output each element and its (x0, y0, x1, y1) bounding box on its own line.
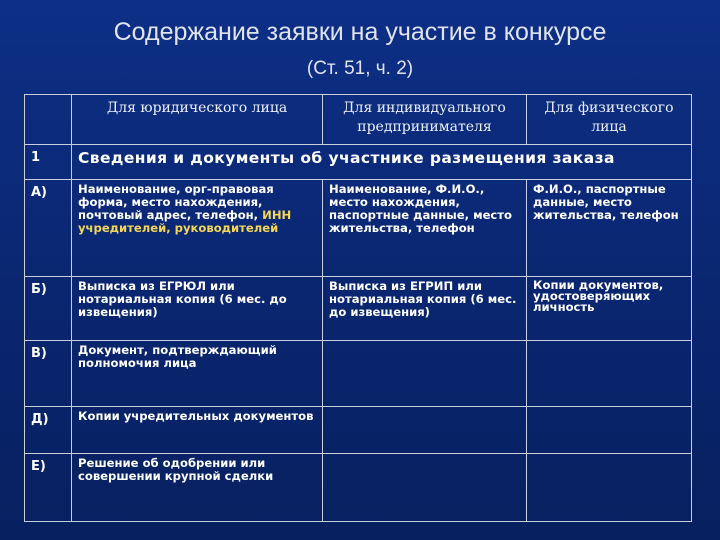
physical-cell (527, 341, 692, 407)
header-legal-entity: Для юридического лица (72, 95, 323, 145)
physical-cell (527, 407, 692, 454)
legal-cell: Решение об одобрении или совершении крупной сделки (72, 454, 323, 522)
section-index: 1 (25, 145, 72, 180)
ip-cell: Выписка из ЕГРИП или нотариальная копия (6 мес. до извещения) (323, 277, 527, 341)
physical-cell: Ф.И.О., паспортные данные, место жительства, телефон (527, 180, 692, 277)
legal-cell: Копии учредительных документов (72, 407, 323, 454)
slide-title: Содержание заявки на участие в конкурсе (113, 18, 607, 46)
header-individual-entrepreneur: Для индивидуального предпринимателя (323, 95, 527, 145)
legal-cell (72, 180, 323, 277)
legal-cell: Выписка из ЕГРЮЛ или нотариальная копия (6 мес. до извещения) (72, 277, 323, 341)
row-index: Е) (25, 454, 72, 522)
table-row (25, 341, 692, 407)
row-index: В) (25, 341, 72, 407)
header-row (25, 95, 692, 145)
header-cell-empty (25, 95, 72, 145)
slide-subtitle: (Ст. 51, ч. 2) (306, 58, 414, 79)
table-row (25, 180, 692, 277)
row-index: Д) (25, 407, 72, 454)
table-row (25, 454, 692, 522)
section-label: Сведения и документы об участнике размещения заказа (72, 145, 692, 180)
table-row (25, 277, 692, 341)
physical-cell (527, 454, 692, 522)
ip-cell (323, 454, 527, 522)
ip-cell (323, 341, 527, 407)
physical-cell: Копии документов, удостоверяющих личность (527, 277, 692, 341)
legal-highlight-text: ИНН учредителей, руководителей (78, 208, 292, 235)
ip-cell (323, 407, 527, 454)
requirements-table (24, 94, 692, 522)
header-individual: Для физического лица (527, 95, 692, 145)
row-index: А) (25, 180, 72, 277)
table-row (25, 407, 692, 454)
legal-text: Наименование, орг-правовая форма, место нахождения, почтовый адрес, телефон, (78, 182, 274, 222)
ip-cell: Наименование, Ф.И.О., место нахождения, паспортные данные, место жительства, телефон (323, 180, 527, 277)
section-row (25, 145, 692, 180)
row-index: Б) (25, 277, 72, 341)
legal-cell: Документ, подтверждающий полномочия лица (72, 341, 323, 407)
